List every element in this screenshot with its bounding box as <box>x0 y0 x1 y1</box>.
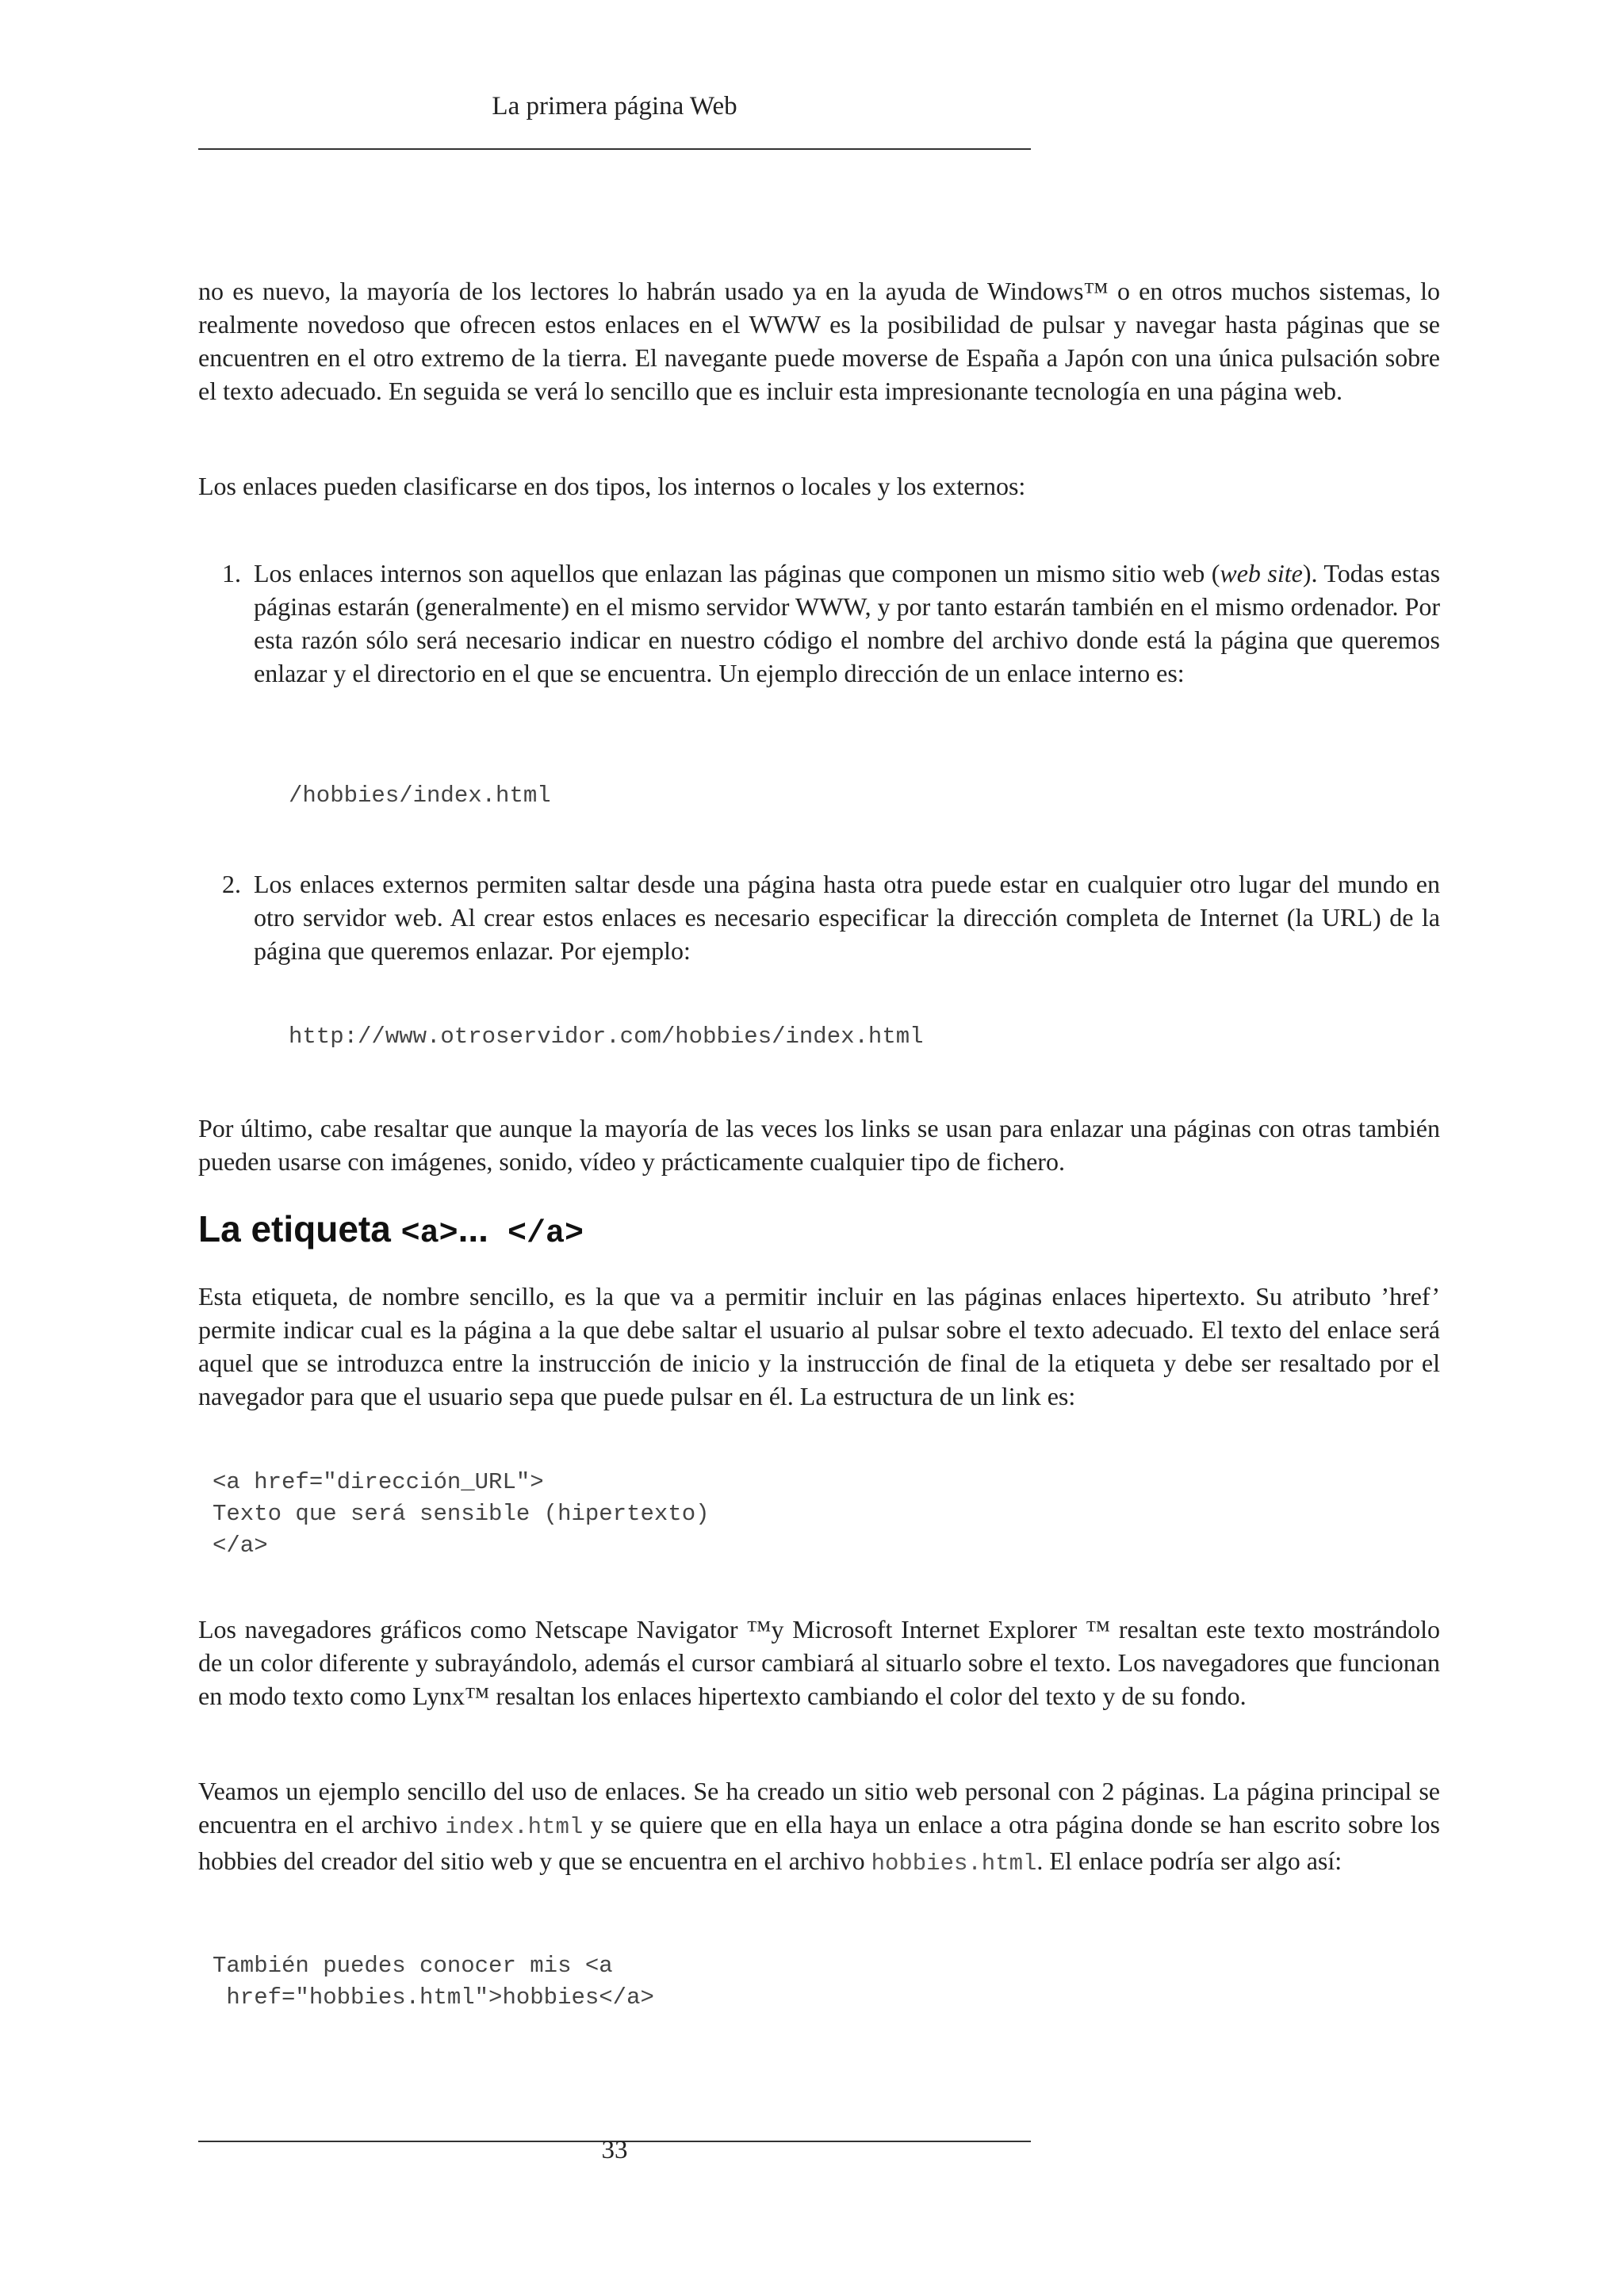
structure-code-line: <a href="dirección_URL"> <box>213 1469 544 1495</box>
browsers-paragraph-block <box>198 1613 1440 1712</box>
closing-paragraph: Por último, cabe resaltar que aunque la mayoría de las veces los links se usan para enlazar una páginas con otras también pueden usarse con imágenes, sonido, vídeo y prácticamente cualquier tipo de fichero. <box>198 1114 1440 1176</box>
structure-code-line: Texto que será sensible (hipertexto) <box>213 1501 710 1527</box>
list-text-part: ). Todas estas páginas estarán (generalmente) en el mismo servidor WWW, y por tanto estarán también en el mismo ordenador. Por esta razón sólo será necesario indicar en nuestro código el nombre del archivo donde está la página que queremos enlazar y el directorio en el que se encuentra. Un ejemplo dirección de un enlace interno es: <box>254 559 1441 687</box>
tag-paragraph: Esta etiqueta, de nombre sencillo, es la que va a permitir incluir en las páginas enlaces hipertexto. Su atributo ’href’ permite indicar cual es la página a la que debe saltar el usuario al pulsar sobre el texto adecuado. El texto del enlace será aquel que se introduzca entre la instrucción de inicio y la instrucción de final de la etiqueta y debe ser resaltado por el navegador para que el usuario sepa que puede pulsar en él. La estructura de un link es: <box>198 1282 1440 1410</box>
closing-paragraph-block <box>198 1112 1440 1178</box>
example-text-part: y se quiere que en ella haya un enlace a otra página donde se han escrito sobre los hobbies del creador del sitio web y que se encuentra en el archivo <box>198 1810 1441 1875</box>
list-item-text <box>254 557 1440 690</box>
inline-code-index: index.html <box>445 1814 584 1840</box>
list-text-part: Los enlaces internos son aquellos que enlazan las páginas que componen un mismo sitio web ( <box>254 559 1220 587</box>
intro-paragraph-block <box>198 274 1440 408</box>
heading-dots: ... <box>458 1208 488 1249</box>
intro-paragraph: no es nuevo, la mayoría de los lectores lo habrán usado ya en la ayuda de Windows™ o en otros muchos sistemas, lo realmente novedoso que ofrecen estos enlaces en el WWW es la posibilidad de pulsar y navegar hasta páginas que se encuentren en el otro extremo de la tierra. El navegante puede moverse de España a Japón con una única pulsación sobre el texto adecuado. En seguida se verá lo sencillo que es incluir esta impresionante tecnología en una página web. <box>198 277 1440 405</box>
running-header-title: La primera página Web <box>492 92 737 121</box>
browsers-paragraph: Los navegadores gráficos como Netscape Navigator ™y Microsoft Internet Explorer ™ resaltan este texto mostrándolo de un color diferente y subrayándolo, además el cursor cambiará al situarlo sobre el texto. Los navegadores que funcionan en modo texto como Lynx™ resaltan los enlaces hipertexto cambiando el color del texto y de su fondo. <box>198 1615 1440 1710</box>
tag-paragraph-block <box>198 1280 1440 1413</box>
types-paragraph: Los enlaces pueden clasificarse en dos tipos, los internos o locales y los externos: <box>198 472 1026 500</box>
heading-text: La etiqueta <box>198 1208 401 1249</box>
structure-code-line: </a> <box>213 1533 268 1559</box>
list-item-text: Los enlaces externos permiten saltar desde una página hasta otra puede estar en cualquier otro lugar del mundo en otro servidor web. Al crear estos enlaces es necesario especificar la dirección completa de Internet (la URL) de la página que queremos enlazar. Por ejemplo: <box>254 870 1440 965</box>
header-rule <box>198 148 1031 150</box>
heading-code-close: </a> <box>488 1216 584 1252</box>
list-number: 2. <box>222 870 241 898</box>
page-number: 33 <box>601 2136 628 2164</box>
example-paragraph <box>198 1774 1440 1881</box>
example-paragraph-block <box>198 1774 1440 1881</box>
internal-link-example-code: /hobbies/index.html <box>289 783 551 809</box>
inline-code-hobbies: hobbies.html <box>871 1850 1037 1877</box>
example-code-line: También puedes conocer mis <a <box>213 1953 613 1979</box>
list-item-external-links <box>222 867 1440 967</box>
example-text-part: . El enlace podría ser algo así: <box>1036 1846 1342 1875</box>
external-link-example-code: http://www.otroservidor.com/hobbies/index.html <box>289 1024 924 1050</box>
list-item-internal-links <box>222 557 1440 690</box>
list-number: 1. <box>222 559 241 587</box>
types-paragraph-block <box>198 469 1440 503</box>
heading-code-open: <a> <box>400 1216 458 1252</box>
list-text-emphasis: web site <box>1220 559 1303 587</box>
section-heading <box>198 1207 584 1257</box>
example-text-part: Veamos un ejemplo sencillo del uso de enlaces. Se ha creado un sitio web personal con 2 páginas. La página principal se encuentra en el archivo <box>198 1777 1440 1839</box>
example-code-line: href="hobbies.html">hobbies</a> <box>213 1984 654 2011</box>
